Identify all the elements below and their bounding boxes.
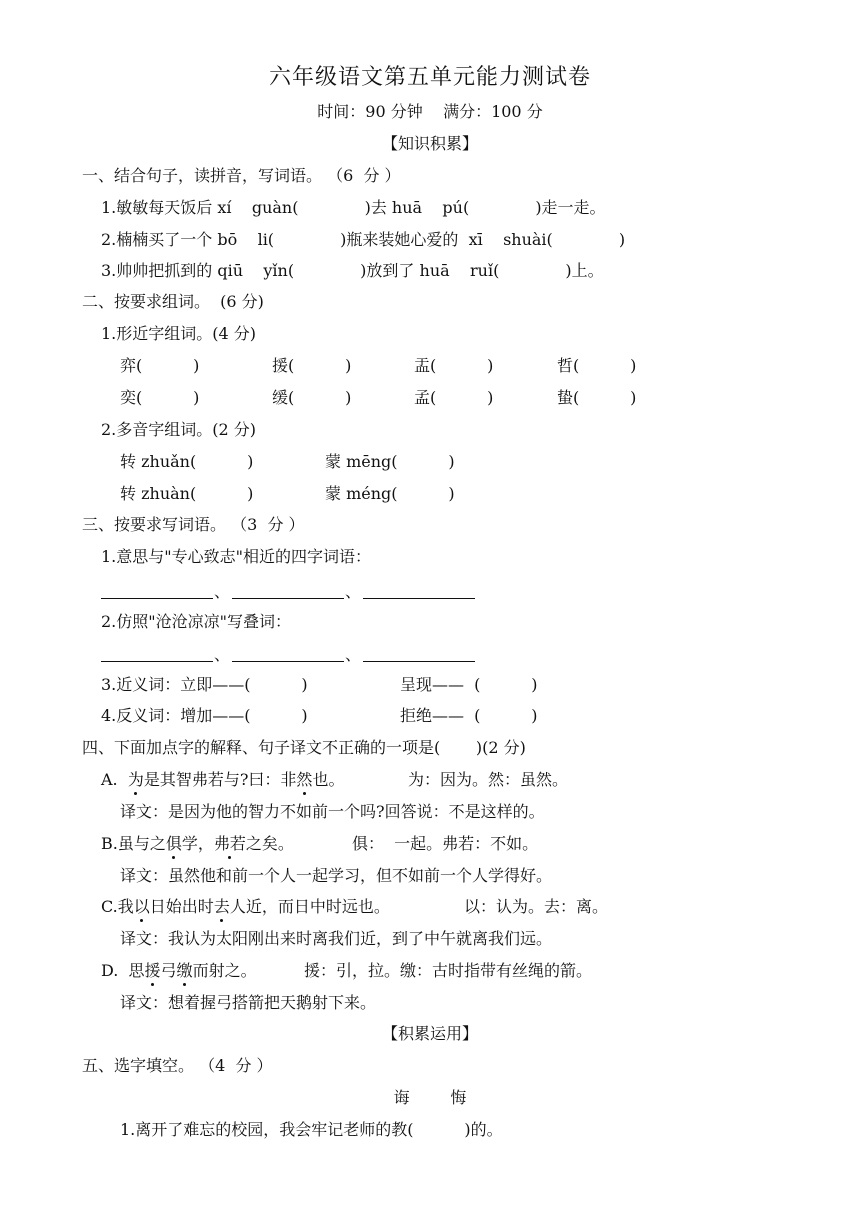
q2-sub1-label: 1.形近字组词。(4 分) — [101, 324, 257, 343]
q3-synonym-right: 呈现—— ( ) — [400, 675, 538, 694]
q2-similar-char-cell: 孟( ) — [414, 388, 494, 407]
q3-answer-blank[interactable] — [101, 661, 213, 662]
q2-similar-char-cell: 弈( ) — [120, 356, 200, 375]
q3-answer-blank[interactable] — [232, 661, 344, 662]
q4-heading: 四、下面加点字的解释、句子译文不正确的一项是( )(2 分) — [82, 738, 526, 757]
q3-answer-blank[interactable] — [232, 598, 344, 599]
q3-sub1-label: 1.意思与"专心致志"相近的四字词语： — [101, 547, 371, 566]
section-application-heading: 【积累运用】 — [381, 1024, 478, 1043]
emphasis-dot-char: 去 — [213, 897, 230, 916]
q2-polyphone-cell: 转 zhuǎn( ) — [120, 452, 254, 471]
q5-heading: 五、选字填空。 （4 分 ） — [82, 1056, 273, 1075]
q4-option-c-translation: 译文：我认为太阳刚出来时离我们近，到了中午就离我们远。 — [120, 929, 553, 948]
q3-answer-blank[interactable] — [363, 661, 475, 662]
q2-similar-char-cell: 盂( ) — [414, 356, 494, 375]
q4-option-b-gloss: 俱： 一起。弗若：不如。 — [352, 834, 539, 853]
emphasis-dot-char: 弗若 — [213, 834, 246, 853]
q2-similar-char-cell: 哲( ) — [557, 356, 637, 375]
q3-antonym-left: 4.反义词：增加——( ) — [101, 706, 308, 725]
q2-similar-char-cell: 缓( ) — [272, 388, 352, 407]
q5-choice-chars: 诲 悔 — [393, 1088, 467, 1107]
q3-answer-blank[interactable] — [101, 598, 213, 599]
q4-option-a: A. 为是其智弗若与?曰：非然也。 — [101, 770, 345, 789]
q1-item-3: 3.帅帅把抓到的 qiū yǐn( )放到了 huā ruǐ( )上。 — [101, 261, 604, 280]
q2-polyphone-cell: 蒙 méng( ) — [325, 484, 455, 503]
q3-synonym-left: 3.近义词：立即——( ) — [101, 675, 308, 694]
q4-option-a-translation: 译文：是因为他的智力不如前一个吗?回答说：不是这样的。 — [120, 802, 545, 821]
q4-option-d-gloss: 援：引，拉。缴：古时指带有丝绳的箭。 — [304, 961, 593, 980]
emphasis-dot-char: 以 — [133, 897, 150, 916]
q2-similar-char-cell: 援( ) — [272, 356, 352, 375]
q4-option-b: B.虽与之俱学，弗若之矣。 — [101, 834, 294, 853]
q4-option-c: C.我以日始出时去人近，而日中时远也。 — [101, 897, 390, 916]
emphasis-dot-char: 缴 — [176, 961, 193, 980]
q4-option-d: D. 思援弓缴而射之。 — [101, 961, 257, 980]
emphasis-dot-char: 为 — [127, 770, 144, 789]
q1-item-1: 1.敏敏每天饭后 xí guàn( )去 huā pú( )走一走。 — [101, 198, 606, 217]
q5-item-1: 1.离开了难忘的校园，我会牢记老师的教( )的。 — [120, 1120, 503, 1139]
page-title: 六年级语文第五单元能力测试卷 — [268, 65, 591, 90]
q3-separator: 、 — [345, 645, 362, 664]
q2-sub2-label: 2.多音字组词。(2 分) — [101, 420, 257, 439]
q2-polyphone-cell: 转 zhuàn( ) — [120, 484, 254, 503]
q4-option-a-gloss: 为：因为。然：虽然。 — [408, 770, 569, 789]
q2-heading: 二、按要求组词。 (6 分) — [82, 292, 264, 311]
q3-antonym-right: 拒绝—— ( ) — [400, 706, 538, 725]
q3-sub2-label: 2.仿照"沧沧凉凉"写叠词： — [101, 612, 291, 631]
q3-heading: 三、按要求写词语。 （3 分 ） — [82, 515, 305, 534]
section-knowledge-heading: 【知识积累】 — [381, 134, 478, 153]
q3-answer-blank[interactable] — [363, 598, 475, 599]
q3-separator: 、 — [214, 645, 231, 664]
emphasis-dot-char: 然 — [296, 770, 313, 789]
q2-polyphone-cell: 蒙 mēng( ) — [325, 452, 455, 471]
q1-item-2: 2.楠楠买了一个 bō li( )瓶来装她心爱的 xī shuài( ) — [101, 230, 626, 249]
q2-similar-char-cell: 奕( ) — [120, 388, 200, 407]
q1-heading: 一、结合句子，读拼音，写词语。 （6 分 ） — [82, 166, 401, 185]
q4-option-d-translation: 译文：想着握弓搭箭把天鹅射下来。 — [120, 993, 377, 1012]
emphasis-dot-char: 俱 — [165, 834, 182, 853]
q4-option-c-gloss: 以：认为。去：离。 — [464, 897, 609, 916]
q2-similar-char-cell: 蛰( ) — [557, 388, 637, 407]
time-score-line: 时间：90 分钟 满分：100 分 — [317, 102, 543, 121]
q4-option-b-translation: 译文：虽然他和前一个人一起学习，但不如前一个人学得好。 — [120, 866, 553, 885]
emphasis-dot-char: 援 — [144, 961, 161, 980]
q3-separator: 、 — [345, 582, 362, 601]
q3-separator: 、 — [214, 582, 231, 601]
